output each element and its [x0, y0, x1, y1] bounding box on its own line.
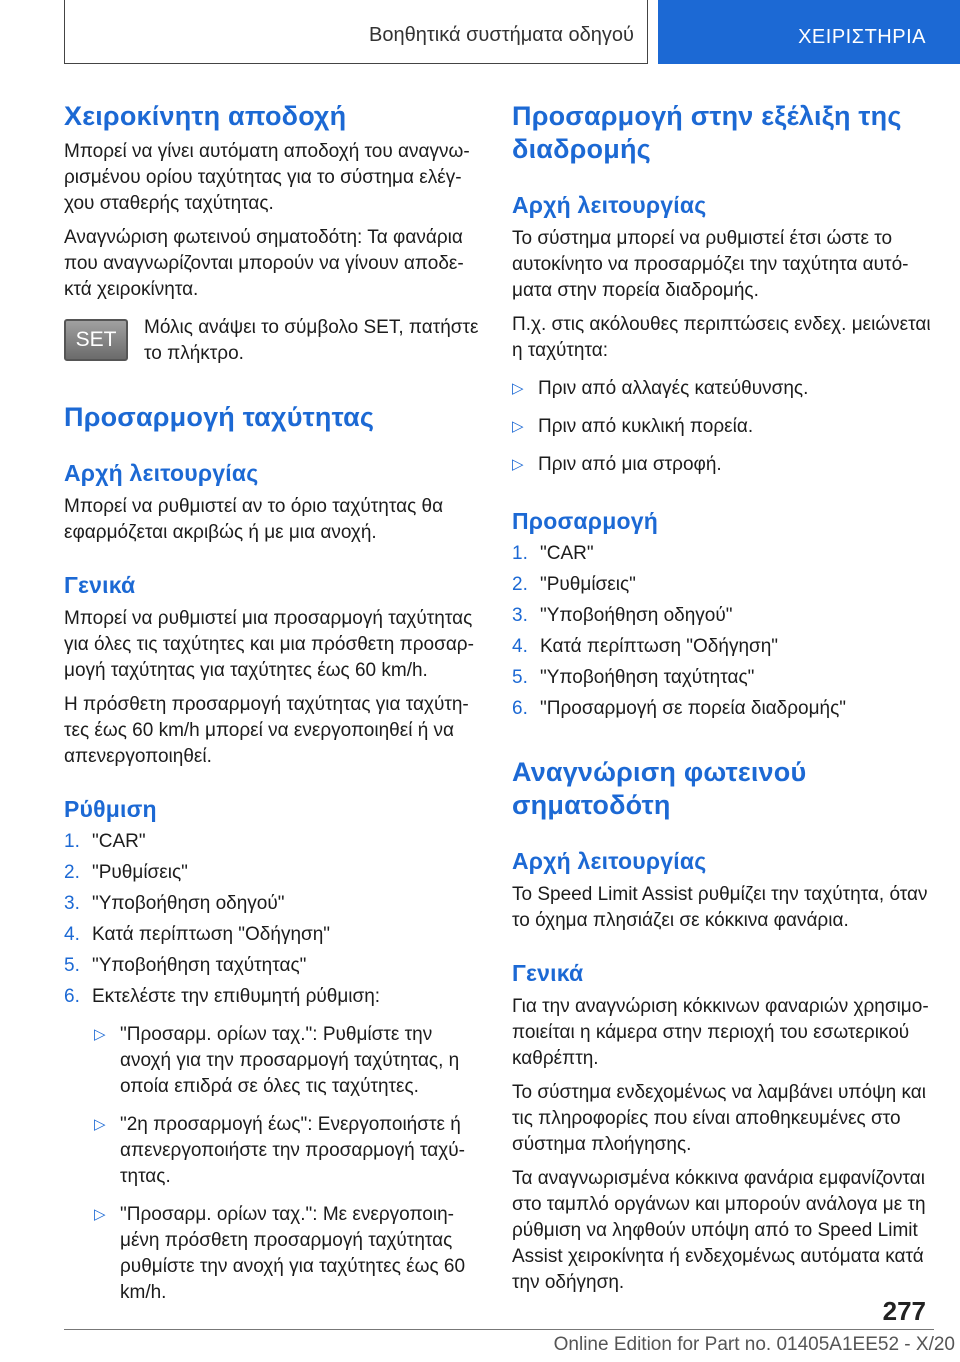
- set-symbol-row: [64, 315, 480, 367]
- adaptation-steps-list: [512, 541, 932, 722]
- subheading-principle: Αρχή λειτουργίας: [64, 460, 259, 486]
- left-column: [64, 100, 480, 1306]
- list-item: [512, 634, 932, 660]
- step-number: 3.: [64, 893, 80, 914]
- right-column: [512, 100, 932, 1296]
- paragraph: Η πρόσθετη προσαρμογή ταχύτητας για ταχύτητες έως 60 km/h μπορεί να ενεργοποιηθεί ή να απενεργοποιηθεί.: [64, 694, 469, 767]
- bullet-text: Πριν από μια στροφή.: [538, 454, 722, 475]
- subheading-adaptation: Προσαρμογή: [512, 508, 658, 534]
- sub-item-text: "Προσαρμ. ορίων ταχ.": Με ενεργοποιημένη πρόσθετη προσαρμογή ταχύτητας ρυθμίστε την ανοχή για ταχύτητες έως 60 km/h.: [120, 1204, 466, 1303]
- header-section-title: Βοηθητικά συστήματα οδηγού: [369, 24, 634, 46]
- step-number: 5.: [64, 955, 80, 976]
- list-item: [512, 665, 932, 691]
- subheading-principle: Αρχή λειτουργίας: [512, 192, 707, 218]
- triangle-right-icon: ▷: [94, 1116, 106, 1133]
- step-text: "Προσαρμογή σε πορεία διαδρομής": [540, 698, 847, 719]
- triangle-right-icon: ▷: [512, 380, 524, 397]
- paragraph: Για την αναγνώριση κόκκινων φαναριών χρησιμοποιείται η κάμερα στην περιοχή του εσωτερικού καθρέπτη.: [512, 996, 929, 1069]
- step-text: "Ρυθμίσεις": [92, 862, 188, 883]
- step-text: "Υποβοήθηση ταχύτητας": [540, 667, 755, 688]
- sub-list-item: [64, 1112, 480, 1190]
- list-item: [64, 953, 480, 979]
- paragraph: Αναγνώριση φωτεινού σηματοδότη: Τα φανάρια που αναγνωρίζονται μπορούν να γίνουν αποδεκτά χειροκίνητα.: [64, 227, 464, 300]
- subheading-principle: Αρχή λειτουργίας: [512, 848, 707, 874]
- list-item: [64, 891, 480, 917]
- sub-item-text: "Προσαρμ. ορίων ταχ.": Ρυθμίστε την ανοχή για την προσαρμογή ταχύτητας, η οποία επιδρά σε όλες τις ταχύτητες.: [120, 1024, 460, 1097]
- step-number: 1.: [64, 831, 80, 852]
- step-text: "Υποβοήθηση οδηγού": [92, 893, 285, 914]
- sub-list-item: [64, 1202, 480, 1306]
- heading-traffic-light-recognition: Αναγνώριση φωτεινού σηματοδότη: [512, 757, 807, 820]
- triangle-right-icon: ▷: [512, 456, 524, 473]
- edition-footer: Online Edition for Part no. 01405A1EE52 - X/20: [553, 1334, 955, 1355]
- set-symbol-icon: SET: [64, 319, 128, 361]
- list-item: [64, 860, 480, 886]
- step-number: 1.: [512, 543, 528, 564]
- paragraph: Το σύστημα ενδεχομένως να λαμβάνει υπόψη και τις πληροφορίες που είναι αποθηκευμένες στο σύστημα πλοήγησης.: [512, 1082, 926, 1155]
- triangle-right-icon: ▷: [94, 1206, 106, 1223]
- heading-route-adaptation: Προσαρμογή στην εξέλιξη της διαδρομής: [512, 101, 902, 164]
- step-text: "CAR": [540, 543, 594, 564]
- step-number: 2.: [64, 862, 80, 883]
- paragraph: Το σύστημα μπορεί να ρυθμιστεί έτσι ώστε το αυτοκίνητο να προσαρμόζει την ταχύτητα αυτόματα στην πορεία διαδρομής.: [512, 228, 909, 301]
- list-item: [512, 572, 932, 598]
- paragraph: Τα αναγνωρισμένα κόκκινα φανάρια εμφανίζονται στο ταμπλό οργάνων και μπορούν ανάλογα με τη ρύθμιση να ληφθούν υπόψη από το Speed Limit Assist χειροκίνητα ή ενδεχομένως αυτόματα κατά την οδήγηση.: [512, 1168, 926, 1293]
- step-text: Κατά περίπτωση "Οδήγηση": [540, 636, 779, 657]
- paragraph: Μπορεί να ρυθμιστεί αν το όριο ταχύτητας θα εφαρμόζεται ακριβώς ή με μια ανοχή.: [64, 496, 444, 543]
- step-text: "CAR": [92, 831, 146, 852]
- footer-divider: [64, 1329, 934, 1330]
- step-number: 2.: [512, 574, 528, 595]
- list-item: [512, 376, 932, 402]
- sub-item-text: "2η προσαρμογή έως": Ενεργοποιήστε ή απενεργοποιήστε την προσαρμογή ταχύτητας.: [120, 1114, 465, 1187]
- paragraph: Το Speed Limit Assist ρυθμίζει την ταχύτητα, όταν το όχημα πλησιάζει σε κόκκινα φανάρια.: [512, 884, 928, 931]
- list-item: [64, 984, 480, 1010]
- sub-list-item: [64, 1022, 480, 1100]
- step-text: Κατά περίπτωση "Οδήγηση": [92, 924, 331, 945]
- subheading-setting: Ρύθμιση: [64, 796, 157, 822]
- paragraph: Μπορεί να ρυθμιστεί μια προσαρμογή ταχύτητας για όλες τις ταχύτητες και μια πρόσθετη προσαρμογή ταχύτητας για ταχύτητες έως 60 km/h.: [64, 608, 474, 681]
- step-text: Εκτελέστε την επιθυμητή ρύθμιση:: [92, 986, 381, 1007]
- subheading-general: Γενικά: [64, 572, 136, 598]
- bullet-text: Πριν από αλλαγές κατεύθυνσης.: [538, 378, 809, 399]
- list-item: [64, 829, 480, 855]
- paragraph: Μόλις ανάψει το σύμβολο SET, πατήστε το πλήκτρο.: [144, 317, 479, 364]
- paragraph: Π.χ. στις ακόλουθες περιπτώσεις ενδεχ. μειώνεται η ταχύτητα:: [512, 314, 931, 361]
- step-text: "Υποβοήθηση ταχύτητας": [92, 955, 307, 976]
- header-chapter-tab[interactable]: ΧΕΙΡΙΣΤΗΡΙΑ: [658, 0, 960, 64]
- subheading-general: Γενικά: [512, 960, 584, 986]
- list-item: [512, 414, 932, 440]
- step-number: 3.: [512, 605, 528, 626]
- bullet-list: [512, 376, 932, 478]
- list-item: [512, 541, 932, 567]
- bullet-text: Πριν από κυκλική πορεία.: [538, 416, 754, 437]
- page-number: 277: [882, 1296, 926, 1326]
- setting-steps-list: [64, 829, 480, 1010]
- heading-speed-adaptation: Προσαρμογή ταχύτητας: [64, 402, 375, 432]
- step-number: 4.: [64, 924, 80, 945]
- list-item: [512, 452, 932, 478]
- list-item: [512, 603, 932, 629]
- step-number: 5.: [512, 667, 528, 688]
- step-number: 4.: [512, 636, 528, 657]
- heading-manual-acceptance: Χειροκίνητη αποδοχή: [64, 101, 347, 131]
- triangle-right-icon: ▷: [94, 1026, 106, 1043]
- step-text: "Ρυθμίσεις": [540, 574, 636, 595]
- triangle-right-icon: ▷: [512, 418, 524, 435]
- list-item: [64, 922, 480, 948]
- list-item: [512, 696, 932, 722]
- step-number: 6.: [64, 986, 80, 1007]
- step-number: 6.: [512, 698, 528, 719]
- step-text: "Υποβοήθηση οδηγού": [540, 605, 733, 626]
- paragraph: Μπορεί να γίνει αυτόματη αποδοχή του αναγνωρισμένου ορίου ταχύτητας για το σύστημα ελέγχου σταθερής ταχύτητας.: [64, 141, 470, 214]
